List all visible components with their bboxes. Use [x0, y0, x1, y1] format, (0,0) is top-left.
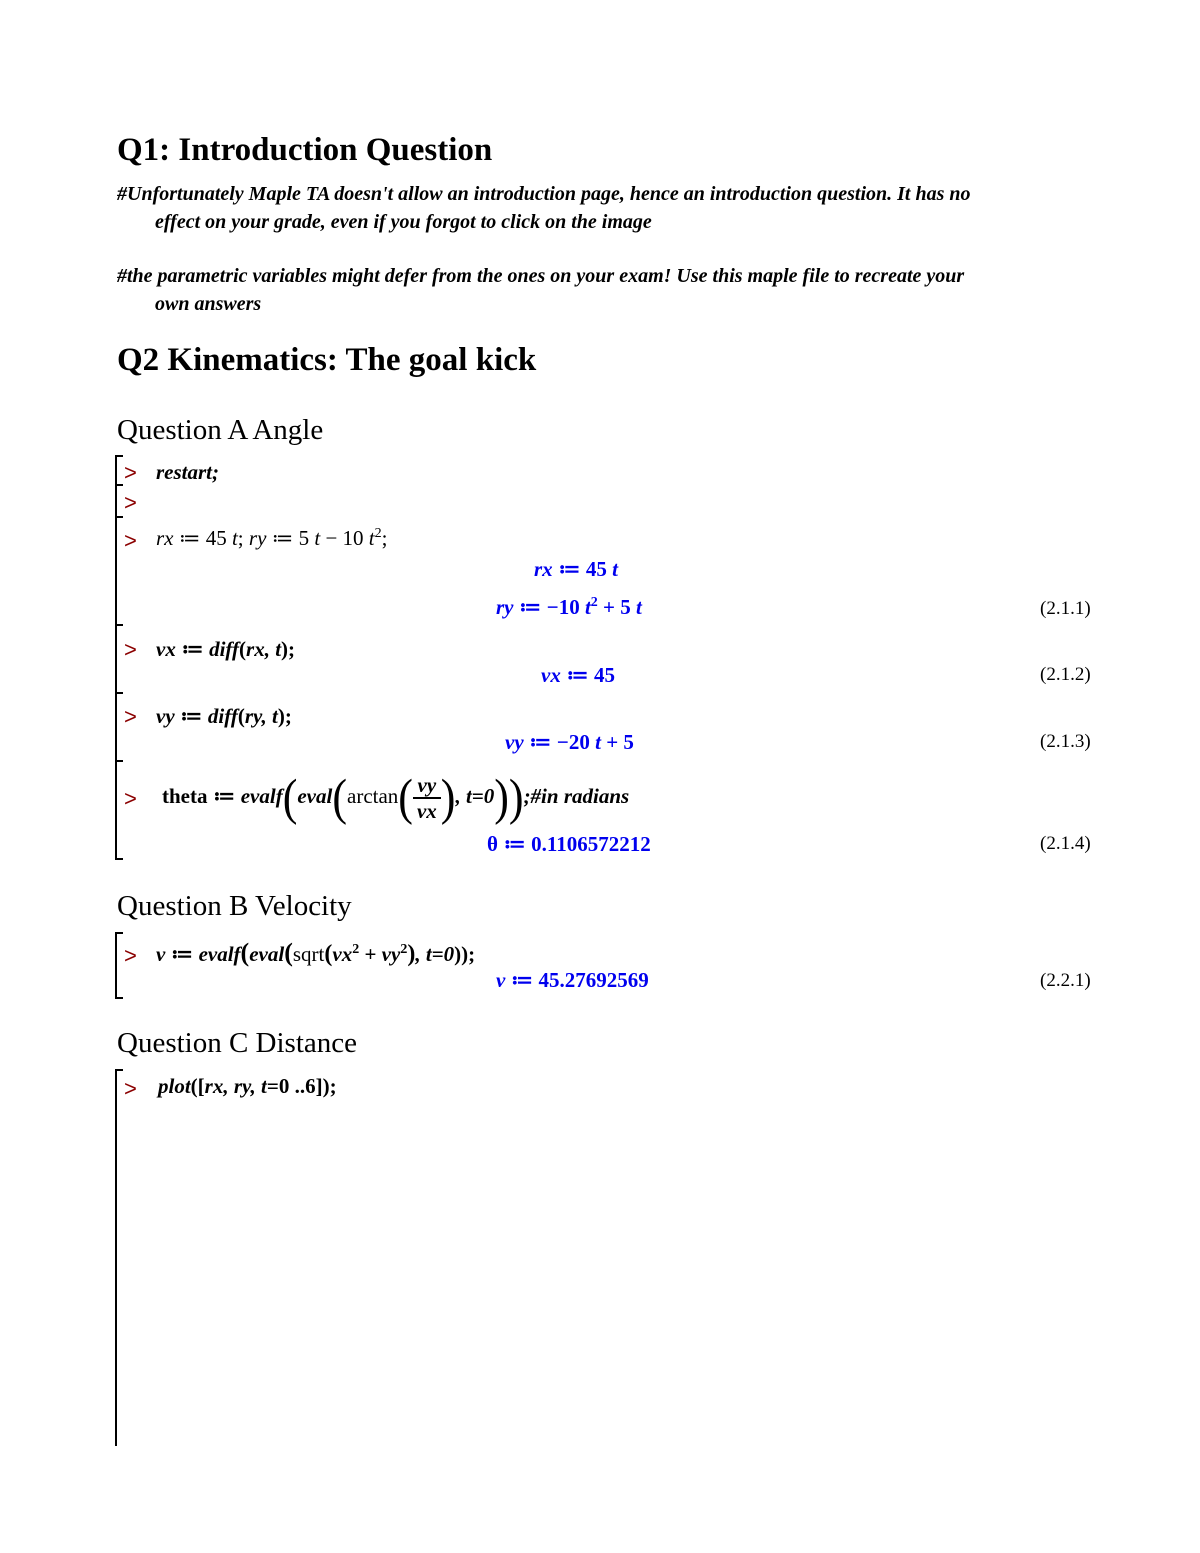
bracket-tick: [115, 932, 123, 934]
q1-note-2: [117, 262, 1102, 318]
cmd-plot[interactable]: [158, 1074, 337, 1099]
bracket-tick: [115, 997, 123, 999]
var-t: t: [314, 526, 321, 550]
cmd-vx[interactable]: [156, 636, 295, 662]
var-v: v: [156, 942, 166, 966]
bracket-tick: [115, 692, 123, 694]
cmd-text: ;: [237, 526, 249, 550]
var-t: t: [231, 526, 238, 550]
prompt-marker: >: [124, 1076, 137, 1101]
section-a-heading: Question A Angle: [117, 414, 324, 446]
cmd-text: );: [281, 637, 296, 661]
prompt-marker: >: [124, 704, 137, 729]
fn-eval: eval: [297, 784, 333, 808]
var-t: t: [368, 526, 375, 550]
paren: ): [508, 769, 524, 826]
out-var: t: [584, 595, 591, 619]
prompt-marker: >: [124, 460, 137, 485]
exponent: 2: [352, 942, 360, 957]
fn-evalf: evalf: [240, 784, 283, 808]
output-rx: [534, 556, 618, 582]
paren: ): [407, 941, 416, 967]
cmd-text: =0 ..6]);: [266, 1074, 337, 1098]
fn-diff: diff: [209, 637, 240, 661]
cmd-args: , t=0: [455, 784, 495, 808]
fn-arctan: arctan: [347, 784, 399, 808]
paren: (: [332, 769, 347, 826]
cmd-args: rx, ry, t: [204, 1074, 267, 1098]
output-ry: [496, 594, 642, 620]
equation-label: (2.1.1): [1040, 598, 1091, 619]
q1-note-1: [117, 180, 1102, 236]
bracket-tick: [115, 484, 123, 486]
out-text: ≔ 45.27692569: [505, 968, 649, 992]
paren: (: [282, 769, 298, 826]
out-var: t: [595, 730, 601, 754]
fn-plot: plot: [158, 1074, 191, 1098]
cmd-restart-text: restart;: [156, 460, 219, 484]
out-var: t: [636, 595, 642, 619]
cmd-comment: ;#in radians: [523, 784, 630, 808]
equation-label: (2.2.1): [1040, 970, 1091, 991]
cmd-text: ([: [190, 1074, 205, 1098]
output-theta: θ ≔ 0.1106572212: [487, 832, 651, 856]
cmd-text: theta ≔: [162, 784, 241, 808]
exponent: 2: [400, 942, 408, 957]
bracket-tick: [115, 858, 123, 860]
out-text: ≔ 45: [560, 663, 616, 687]
var-vx: vx: [332, 942, 353, 966]
q1-note-1-line2: effect on your grade, even if you forgot to click on the image: [155, 211, 652, 233]
cmd-text: ≔: [175, 637, 210, 661]
out-var: rx: [534, 557, 553, 581]
paren: ): [440, 769, 456, 826]
equation-label: (2.1.3): [1040, 731, 1091, 752]
bracket-tick: [115, 1069, 123, 1071]
bracket-tick: [115, 624, 123, 626]
out-text: + 5: [600, 730, 634, 754]
var-vy: vy: [381, 942, 401, 966]
out-var: ry: [496, 595, 514, 619]
prompt-marker: >: [124, 786, 137, 811]
bracket-tick: [115, 516, 123, 518]
fn-eval: eval: [249, 942, 285, 966]
bracket-tick: [115, 760, 123, 762]
cmd-text: (: [237, 704, 245, 728]
var-vy: vy: [156, 704, 175, 728]
cmd-text: ≔ 45: [173, 526, 232, 550]
cmd-args: ry, t: [244, 704, 278, 728]
q2-heading: Q2 Kinematics: The goal kick: [117, 342, 537, 378]
exponent: 2: [374, 526, 382, 541]
cmd-text: ≔: [174, 704, 208, 728]
cmd-text: +: [359, 942, 382, 966]
section-b-group-bracket: [115, 932, 117, 999]
q1-heading: Q1: Introduction Question: [117, 132, 493, 168]
fn-sqrt: sqrt: [292, 942, 325, 966]
prompt-marker: >: [124, 943, 137, 968]
prompt-marker: >: [124, 528, 137, 553]
cmd-vy[interactable]: [156, 703, 292, 729]
cmd-text: ≔ 5: [266, 526, 315, 550]
out-text: + 5: [597, 595, 637, 619]
equation-label: (2.1.2): [1040, 664, 1091, 685]
out-var: v: [496, 968, 506, 992]
bracket-tick: [115, 455, 123, 457]
out-text: ≔ −20: [523, 730, 596, 754]
fraction-numerator: vy: [413, 773, 441, 799]
out-text: ≔ −10: [513, 595, 585, 619]
fraction-denominator: vx: [416, 799, 437, 824]
fn-diff: diff: [207, 704, 238, 728]
prompt-marker[interactable]: >: [124, 490, 137, 515]
cmd-v[interactable]: [156, 938, 475, 968]
var-vx: vx: [156, 637, 176, 661]
q1-note-1-line1: #Unfortunately Maple TA doesn't allow an introduction page, hence an introduction question. It has no: [117, 183, 971, 205]
cmd-rx-ry[interactable]: [156, 526, 387, 551]
cmd-theta[interactable]: [162, 766, 629, 826]
q1-note-2-line1: #the parametric variables might defer from the ones on your exam! Use this maple file to recreate your: [117, 265, 965, 287]
out-var: t: [612, 557, 619, 581]
paren: (: [398, 769, 413, 826]
cmd-text: (: [239, 637, 247, 661]
section-b-heading: Question B Velocity: [117, 890, 352, 922]
out-text: ≔ 45: [552, 557, 613, 581]
section-c-heading: Question C Distance: [117, 1027, 358, 1059]
output-vy: [505, 729, 634, 755]
equation-label: (2.1.4): [1040, 833, 1091, 854]
paren: (: [324, 941, 333, 967]
cmd-restart[interactable]: [156, 460, 219, 485]
output-v: [496, 967, 649, 993]
fraction-vy-vx: [413, 773, 441, 823]
paren: (: [240, 938, 250, 967]
q1-note-2-line2: own answers: [155, 293, 262, 315]
prompt-marker: >: [124, 637, 137, 662]
out-var: vy: [505, 730, 524, 754]
out-var: vx: [541, 663, 561, 687]
var-ry: ry: [248, 526, 267, 550]
cmd-text: ≔: [165, 942, 199, 966]
cmd-text: ));: [454, 942, 476, 966]
paren: ): [494, 769, 509, 826]
cmd-args: , t=0: [415, 942, 455, 966]
cmd-text: );: [277, 704, 292, 728]
exponent: 2: [590, 595, 598, 610]
cmd-args: rx, t: [246, 637, 282, 661]
var-rx: rx: [156, 526, 174, 550]
cmd-text: ;: [381, 526, 388, 550]
section-c-group-bracket: [115, 1069, 117, 1446]
output-vx: [541, 662, 615, 688]
paren: (: [284, 938, 293, 967]
cmd-text: − 10: [320, 526, 369, 550]
fn-evalf: evalf: [198, 942, 241, 966]
